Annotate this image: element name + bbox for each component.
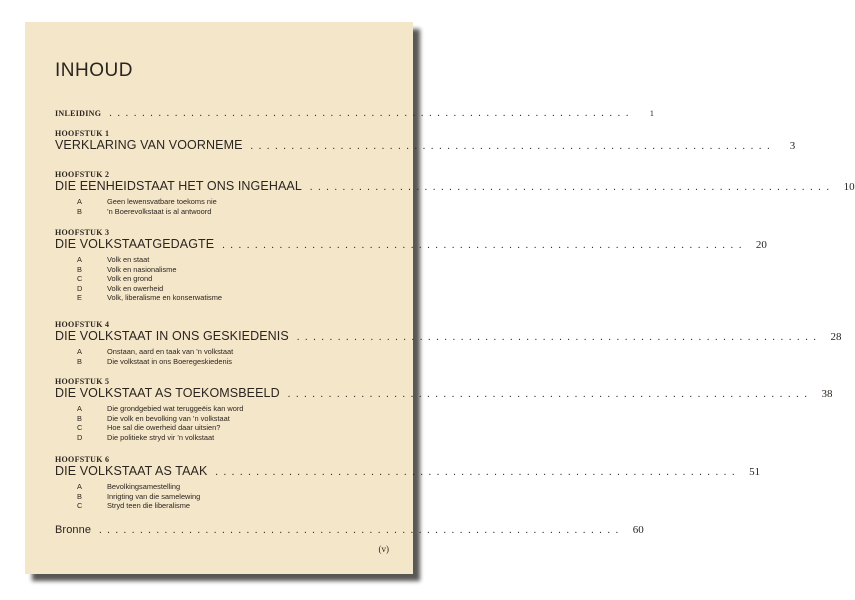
- section-item: C Stryd teen die liberalisme: [77, 501, 190, 511]
- section-list: [55, 482, 389, 511]
- chapter-title-line: [55, 179, 855, 193]
- leader-dots: . . . . . . . . . . . . . . . . . . . . . . . . . . . . . . . . . . . . . . . . . . . . . . . . . . . . . . . . . . . . . . . .: [287, 389, 809, 400]
- toc-chapter-6: [55, 455, 761, 511]
- sources-page: 60: [632, 524, 644, 536]
- chapter-heading: HOOFSTUK 6: [55, 455, 110, 464]
- section-item: C Volk en grond: [77, 274, 153, 284]
- chapter-page: 38: [821, 388, 833, 400]
- section-item: A Geen lewensvatbare toekoms nie: [77, 197, 217, 206]
- chapter-page: 28: [830, 331, 842, 343]
- chapter-page: 20: [755, 239, 767, 251]
- chapter-title-line: [55, 138, 796, 152]
- chapter-heading: HOOFSTUK 2: [55, 170, 110, 179]
- chapter-page: 10: [843, 181, 855, 193]
- section-item: D Volk en owerheid: [77, 283, 164, 293]
- leader-dots: . . . . . . . . . . . . . . . . . . . . . . . . . . . . . . . . . . . . . . . . . . . . . . . . . . . . . . . . . . . . . . . .: [222, 240, 743, 251]
- chapter-title-line: [55, 464, 761, 478]
- chapter-title: DIE VOLKSTAAT AS TAAK: [55, 464, 208, 478]
- section-item: D Die politieke stryd vir ’n volkstaat: [77, 432, 215, 442]
- introduction-label: INLEIDING: [55, 109, 102, 118]
- leader-dots: . . . . . . . . . . . . . . . . . . . . . . . . . . . . . . . . . . . . . . . . . . . . . . . . . . . . . . . . . . . . . . . .: [250, 141, 772, 152]
- chapter-title: VERKLARING VAN VOORNEME: [55, 138, 243, 152]
- chapter-page: 51: [749, 466, 761, 478]
- section-item: B Die volkstaat in ons Boeregeskiedenis: [77, 356, 232, 366]
- section-list: [55, 197, 389, 216]
- section-item: A Die grondgebied wat teruggeëis kan word: [77, 404, 244, 413]
- chapter-title-line: [55, 329, 842, 343]
- page-title: INHOUD: [55, 60, 133, 81]
- leader-dots: . . . . . . . . . . . . . . . . . . . . . . . . . . . . . . . . . . . . . . . . . . . . . . . . . . . . . . . . . . . . . . . .: [215, 467, 737, 478]
- page-number: (v): [378, 544, 389, 554]
- chapter-title-line: [55, 386, 833, 400]
- section-item: B ’n Boerevolkstaat is al antwoord: [77, 206, 212, 216]
- section-list: [55, 255, 389, 303]
- leader-dots: . . . . . . . . . . . . . . . . . . . . . . . . . . . . . . . . . . . . . . . . . . . . . . . . . . . . . . . . . . . . . . . .: [309, 182, 831, 193]
- section-item: B Inrigting van die samelewing: [77, 491, 201, 501]
- toc-chapter-1: [55, 129, 796, 152]
- toc-chapter-2: [55, 170, 855, 216]
- section-list: [55, 347, 389, 366]
- chapter-title: DIE VOLKSTAAT AS TOEKOMSBEELD: [55, 386, 280, 400]
- leader-dots: . . . . . . . . . . . . . . . . . . . . . . . . . . . . . . . . . . . . . . . . . . . . . . . . . . . . . . . . . . . . . . . .: [99, 525, 620, 536]
- introduction-page: 1: [649, 108, 654, 118]
- section-item: B Volk en nasionalisme: [77, 264, 177, 274]
- toc-introduction: [55, 108, 654, 119]
- chapter-heading: HOOFSTUK 4: [55, 320, 110, 329]
- chapter-heading: HOOFSTUK 5: [55, 377, 110, 386]
- leader-dots: . . . . . . . . . . . . . . . . . . . . . . . . . . . . . . . . . . . . . . . . . . . . . . . . . . . . . . . . . . . . . . . .: [296, 332, 818, 343]
- sources-label: Bronne: [55, 524, 92, 536]
- chapter-heading: HOOFSTUK 3: [55, 228, 110, 237]
- chapter-title-line: [55, 237, 767, 251]
- section-item: A Bevolkingsamestelling: [77, 482, 181, 491]
- chapter-title: DIE VOLKSTAAT IN ONS GESKIEDENIS: [55, 329, 289, 343]
- section-item: A Onstaan, aard en taak van ’n volkstaat: [77, 347, 234, 356]
- chapter-title: DIE EENHEIDSTAAT HET ONS INGEHAAL: [55, 179, 302, 193]
- toc-sources: [55, 524, 644, 536]
- toc-chapter-3: [55, 228, 767, 303]
- section-list: [55, 404, 389, 442]
- chapter-page: 3: [789, 140, 796, 152]
- chapter-title: DIE VOLKSTAATGEDAGTE: [55, 237, 215, 251]
- toc-chapter-4: [55, 320, 842, 366]
- chapter-heading: HOOFSTUK 1: [55, 129, 110, 138]
- toc-chapter-5: [55, 377, 833, 442]
- section-item: B Die volk en bevolking van ’n volkstaat: [77, 413, 230, 423]
- leader-dots: . . . . . . . . . . . . . . . . . . . . . . . . . . . . . . . . . . . . . . . . . . . . . . . . . . . . . . . . . . . . . . . .: [109, 108, 630, 119]
- book-page: [25, 22, 855, 574]
- section-item: E Volk, liberalisme en konserwatisme: [77, 293, 223, 303]
- section-item: C Hoe sal die owerheid daar uitsien?: [77, 423, 221, 433]
- section-item: A Volk en staat: [77, 255, 150, 264]
